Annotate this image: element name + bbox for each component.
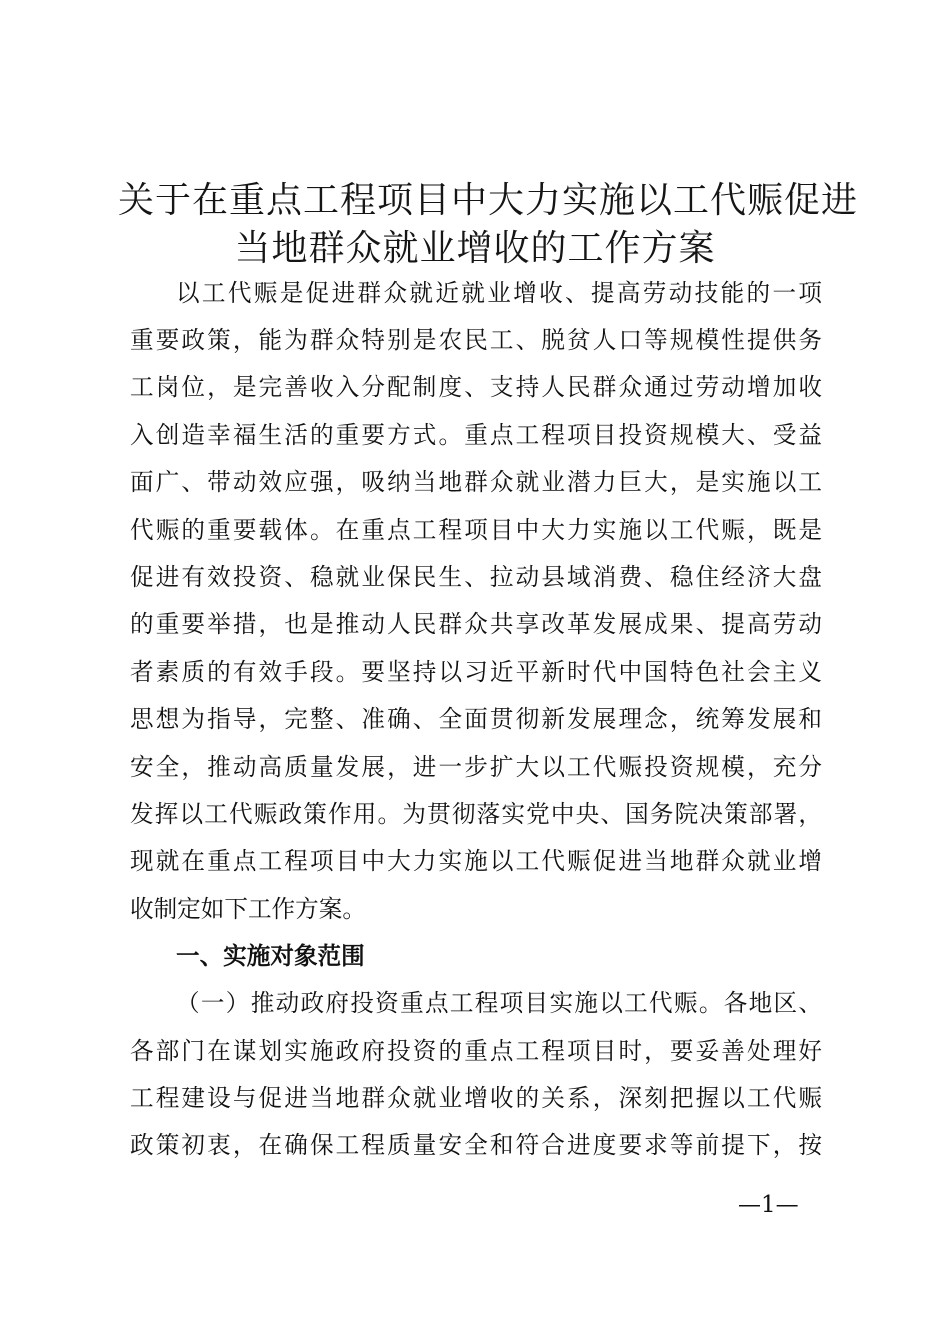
section-heading: 一、实施对象范围 <box>176 942 365 970</box>
document-title-line-1: 关于在重点工程项目中大力实施以工代赈促进 <box>118 180 859 221</box>
intro-paragraph-line: 者素质的有效手段。要坚持以习近平新时代中国特色社会主义 <box>130 658 822 686</box>
intro-paragraph-line: 促进有效投资、稳就业保民生、拉动县域消费、稳住经济大盘 <box>130 563 822 591</box>
intro-paragraph-line: 现就在重点工程项目中大力实施以工代赈促进当地群众就业增 <box>130 847 822 875</box>
subsection-paragraph-line: 工程建设与促进当地群众就业增收的关系，深刻把握以工代赈 <box>130 1084 822 1112</box>
intro-paragraph-line: 工岗位，是完善收入分配制度、支持人民群众通过劳动增加收 <box>130 373 822 401</box>
intro-paragraph-line: 的重要举措，也是推动人民群众共享改革发展成果、提高劳动 <box>130 610 822 638</box>
intro-paragraph-line: 重要政策，能为群众特别是农民工、脱贫人口等规模性提供务 <box>130 326 822 354</box>
subsection-paragraph-line: 政策初衷，在确保工程质量安全和符合进度要求等前提下，按 <box>130 1131 822 1159</box>
intro-paragraph-line: 面广、带动效应强，吸纳当地群众就业潜力巨大，是实施以工 <box>130 468 822 496</box>
intro-paragraph-line: 代赈的重要载体。在重点工程项目中大力实施以工代赈，既是 <box>130 516 822 544</box>
intro-paragraph-line: 入创造幸福生活的重要方式。重点工程项目投资规模大、受益 <box>130 421 822 449</box>
subsection-paragraph-line: （一）推动政府投资重点工程项目实施以工代赈。各地区、 <box>176 989 822 1017</box>
intro-paragraph-line: 发挥以工代赈政策作用。为贯彻落实党中央、国务院决策部署， <box>130 800 822 828</box>
intro-paragraph-line: 安全，推动高质量发展，进一步扩大以工代赈投资规模，充分 <box>130 753 822 781</box>
page-number: —1— <box>738 1192 799 1218</box>
document-title-line-2: 当地群众就业增收的工作方案 <box>234 228 716 269</box>
intro-paragraph-line: 收制定如下工作方案。 <box>130 895 366 923</box>
intro-paragraph-line: 以工代赈是促进群众就近就业增收、提高劳动技能的一项 <box>176 279 822 307</box>
intro-paragraph-line: 思想为指导，完整、准确、全面贯彻新发展理念，统筹发展和 <box>130 705 822 733</box>
subsection-paragraph-line: 各部门在谋划实施政府投资的重点工程项目时，要妥善处理好 <box>130 1037 822 1065</box>
